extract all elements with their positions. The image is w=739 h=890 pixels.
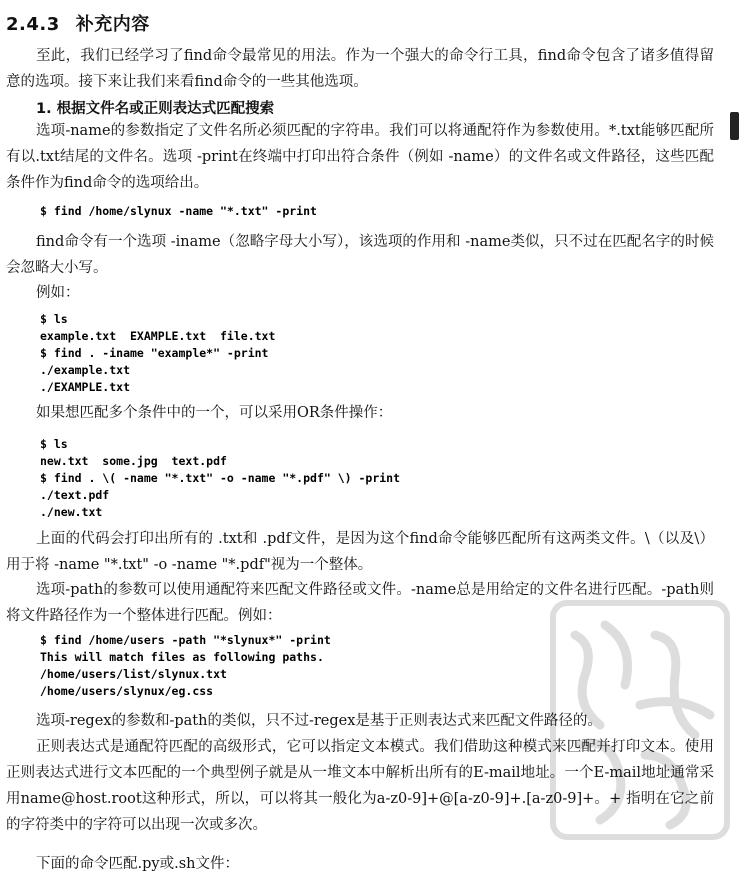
code-block-iname: $ ls example.txt EXAMPLE.txt file.txt $ find . -iname "example*" -print ./example.txt ./EXAMPLE.txt <box>40 312 276 394</box>
paragraph-or-condition: 如果想匹配多个条件中的一个，可以采用OR条件操作： <box>36 405 393 421</box>
section-title: 补充内容 <box>75 14 150 35</box>
paragraph-py-sh: 下面的命令匹配.py或.sh文件： <box>36 856 239 872</box>
subheading-name-regex: 1. 根据文件名或正则表达式匹配搜索 <box>36 101 275 117</box>
paragraph-regex-option: 选项-regex的参数和-path的类似，只不过-regex是基于正则表达式来匹配文件路径的。 <box>36 713 602 729</box>
code-block-find-name: $ find /home/slynux -name "*.txt" -print <box>40 204 317 218</box>
section-number: 2.4.3 <box>6 14 60 35</box>
code-block-or: $ ls new.txt some.jpg text.pdf $ find . \( -name "*.txt" -o -name "*.pdf" \) -print ./text.pdf ./new.txt <box>40 437 401 519</box>
page-edge-mark <box>730 112 739 140</box>
paragraph-or-explained: 上面的代码会打印出所有的 .txt和 .pdf文件，是因为这个find命令能够匹配所有这两类文件。\（以及\）用于将 -name "*.txt" -o -name "*.pdf"视为一个整体。 <box>6 531 714 573</box>
paragraph-iname: find命令有一个选项 -iname（忽略字母大小写），该选项的作用和 -name类似，只不过在匹配名字的时候会忽略大小写。 <box>6 234 714 276</box>
paragraph-path-option: 选项-path的参数可以使用通配符来匹配文件路径或文件。-name总是用给定的文件名进行匹配。-path则将文件路径作为一个整体进行匹配。例如： <box>6 582 714 624</box>
paragraph-name-option: 选项-name的参数指定了文件名所必须匹配的字符串。我们可以将通配符作为参数使用。*.txt能够匹配所有以.txt结尾的文件名。选项 -print在终端中打印出符合条件（例如 -name）的文件名或文件路径，这些匹配条件作为find命令的选项给出。 <box>6 123 714 191</box>
paragraph-regex-explained: 正则表达式是通配符匹配的高级形式，它可以指定文本模式。我们借助这种模式来匹配并打印文本。使用正则表达式进行文本匹配的一个典型例子就是从一堆文本中解析出所有的E-mail地址。一个E-mail地址通常采用name@host.root这种形式，所以，可以将其一般化为a-z0-9]+@[a-z0-9]+.[a-z0-9]+。+ 指明在它之前的字符类中的字符可以出现一次或多次。 <box>6 739 714 833</box>
section-heading <box>6 10 150 36</box>
paragraph-example-label: 例如： <box>36 285 80 301</box>
paragraph-intro: 至此，我们已经学习了find命令最常见的用法。作为一个强大的命令行工具，find命令包含了诸多值得留意的选项。接下来让我们来看find命令的一些其他选项。 <box>6 48 714 90</box>
code-block-path: $ find /home/users -path "*slynux*" -print This will match files as following paths. /home/users/list/slynux.txt /home/users/slynux/eg.css <box>40 633 331 698</box>
